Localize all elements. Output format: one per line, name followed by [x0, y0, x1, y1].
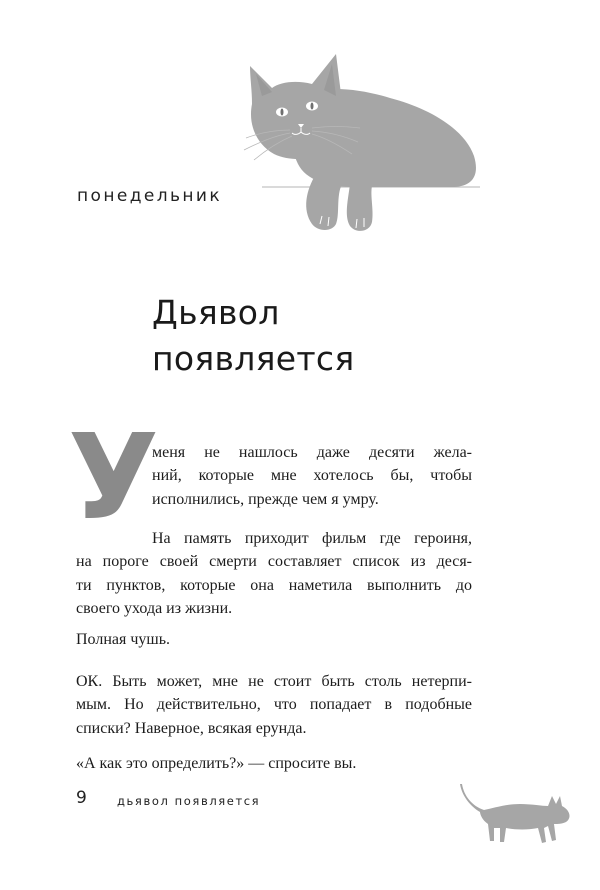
- paragraph-2: [76, 527, 472, 621]
- paragraph-4-line: мым. Но действительно, что попадает в подобные: [76, 696, 472, 714]
- paragraph-2-line: ти пунктов, которые она наметила выполнить до: [76, 576, 472, 594]
- paragraph-5-line: «А как это определить?» — спросите вы.: [76, 755, 357, 772]
- cat-illustration: [232, 40, 494, 240]
- paragraph-4: [76, 670, 472, 740]
- paragraph-1: [152, 441, 472, 511]
- paragraph-5: [76, 752, 472, 775]
- chapter-title-line-2: появляется: [152, 339, 355, 378]
- paragraph-2-line: На память приходит фильм где героиня,: [152, 530, 472, 547]
- running-title: дьявол появляется: [117, 794, 261, 808]
- paragraph-3: [76, 628, 472, 651]
- paragraph-1-line: меня не нашлось даже десяти жела-: [152, 444, 472, 461]
- paragraph-3-line: Полная чушь.: [76, 631, 171, 648]
- walking-cat-icon: [458, 778, 574, 848]
- paragraph-2-line: своего ухода из жизни.: [76, 600, 233, 618]
- drop-cap: У: [68, 408, 159, 546]
- paragraph-2-line: на пороге своей смерти составляет список из деся-: [76, 553, 472, 571]
- chapter-title-line-1: Дьявол: [152, 293, 280, 332]
- page-number: 9: [76, 788, 87, 808]
- paragraph-1-line: исполнились, прежде чем я умру.: [152, 490, 379, 508]
- paragraph-4-line: ОК. Быть может, мне не стоит быть столь нетерпи-: [76, 673, 472, 690]
- chapter-day-label: понедельник: [77, 186, 223, 206]
- chapter-title: [152, 290, 355, 382]
- paragraph-1-line: ний, которые мне хотелось бы, чтобы: [152, 467, 472, 485]
- paragraph-4-line: списки? Наверное, всякая ерунда.: [76, 719, 307, 737]
